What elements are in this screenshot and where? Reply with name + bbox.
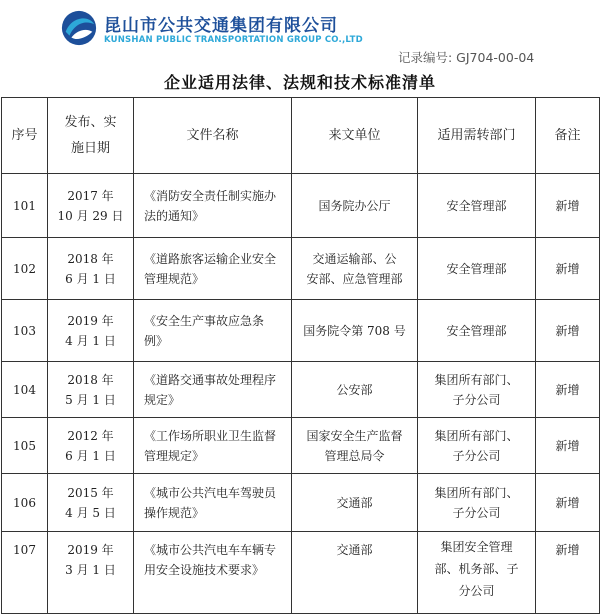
row-note: 新增: [536, 300, 600, 362]
row-note: 新增: [536, 532, 600, 614]
header-note: 备注: [536, 98, 600, 174]
row-date: 2012 年 6 月 1 日: [48, 418, 134, 474]
row-seq: 106: [2, 474, 48, 532]
row-dept: 集团所有部门、 子分公司: [418, 362, 536, 418]
row-note: 新增: [536, 362, 600, 418]
table-row: [2, 474, 600, 532]
row-note: 新增: [536, 238, 600, 300]
row-seq: 107: [2, 532, 48, 614]
row-note: 新增: [536, 418, 600, 474]
table-row: [2, 174, 600, 238]
row-seq: 104: [2, 362, 48, 418]
table-row: [2, 300, 600, 362]
row-unit: 交通部: [292, 532, 418, 614]
row-name: 《城市公共汽电车车辆专 用安全设施技术要求》: [134, 532, 292, 614]
record-number: 记录编号: GJ704-00-04: [398, 50, 535, 65]
table-row: [2, 238, 600, 300]
regulations-table: [1, 97, 600, 614]
row-dept: 集团所有部门、 子分公司: [418, 418, 536, 474]
row-name: 《工作场所职业卫生监督 管理规定》: [134, 418, 292, 474]
row-dept: 安全管理部: [418, 174, 536, 238]
row-name: 《道路交通事故处理程序 规定》: [134, 362, 292, 418]
row-date: 2019 年 3 月 1 日: [48, 532, 134, 614]
company-logo-icon: [60, 9, 98, 47]
document-title: 企业适用法律、法规和技术标准清单: [163, 73, 436, 92]
row-dept: 安全管理部: [418, 300, 536, 362]
header-seq: 序号: [2, 98, 48, 174]
row-unit: 国务院办公厅: [292, 174, 418, 238]
header-name: 文件名称: [134, 98, 292, 174]
row-dept: 安全管理部: [418, 238, 536, 300]
row-seq: 103: [2, 300, 48, 362]
row-unit: 国家安全生产监督 管理总局令: [292, 418, 418, 474]
row-date: 2018 年 6 月 1 日: [48, 238, 134, 300]
row-date: 2018 年 5 月 1 日: [48, 362, 134, 418]
company-name-cn: 昆山市公共交通集团有限公司: [104, 16, 338, 36]
company-name-en: KUNSHAN PUBLIC TRANSPORTATION GROUP CO.,LTD: [104, 35, 363, 45]
row-note: 新增: [536, 474, 600, 532]
row-date: 2019 年 4 月 1 日: [48, 300, 134, 362]
row-name: 《城市公共汽电车驾驶员 操作规范》: [134, 474, 292, 532]
header-date: 发布、实 施日期: [48, 98, 134, 174]
header-dept: 适用需转部门: [418, 98, 536, 174]
row-seq: 105: [2, 418, 48, 474]
row-date: 2017 年 10 月 29 日: [48, 174, 134, 238]
row-name: 《消防安全责任制实施办 法的通知》: [134, 174, 292, 238]
row-unit: 交通部: [292, 474, 418, 532]
row-dept: 集团所有部门、 子分公司: [418, 474, 536, 532]
document-header: [0, 0, 600, 65]
row-seq: 101: [2, 174, 48, 238]
row-name: 《安全生产事故应急条 例》: [134, 300, 292, 362]
table-row: [2, 532, 600, 614]
row-date: 2015 年 4 月 5 日: [48, 474, 134, 532]
row-unit: 国务院令第 708 号: [292, 300, 418, 362]
row-dept: 集团安全管理 部、机务部、子 分公司: [418, 532, 536, 614]
table-header-row: [2, 98, 600, 174]
table-row: [2, 418, 600, 474]
row-seq: 102: [2, 238, 48, 300]
row-unit: 交通运输部、公 安部、应急管理部: [292, 238, 418, 300]
table-row: [2, 362, 600, 418]
row-name: 《道路旅客运输企业安全 管理规范》: [134, 238, 292, 300]
row-unit: 公安部: [292, 362, 418, 418]
row-note: 新增: [536, 174, 600, 238]
header-unit: 来文单位: [292, 98, 418, 174]
